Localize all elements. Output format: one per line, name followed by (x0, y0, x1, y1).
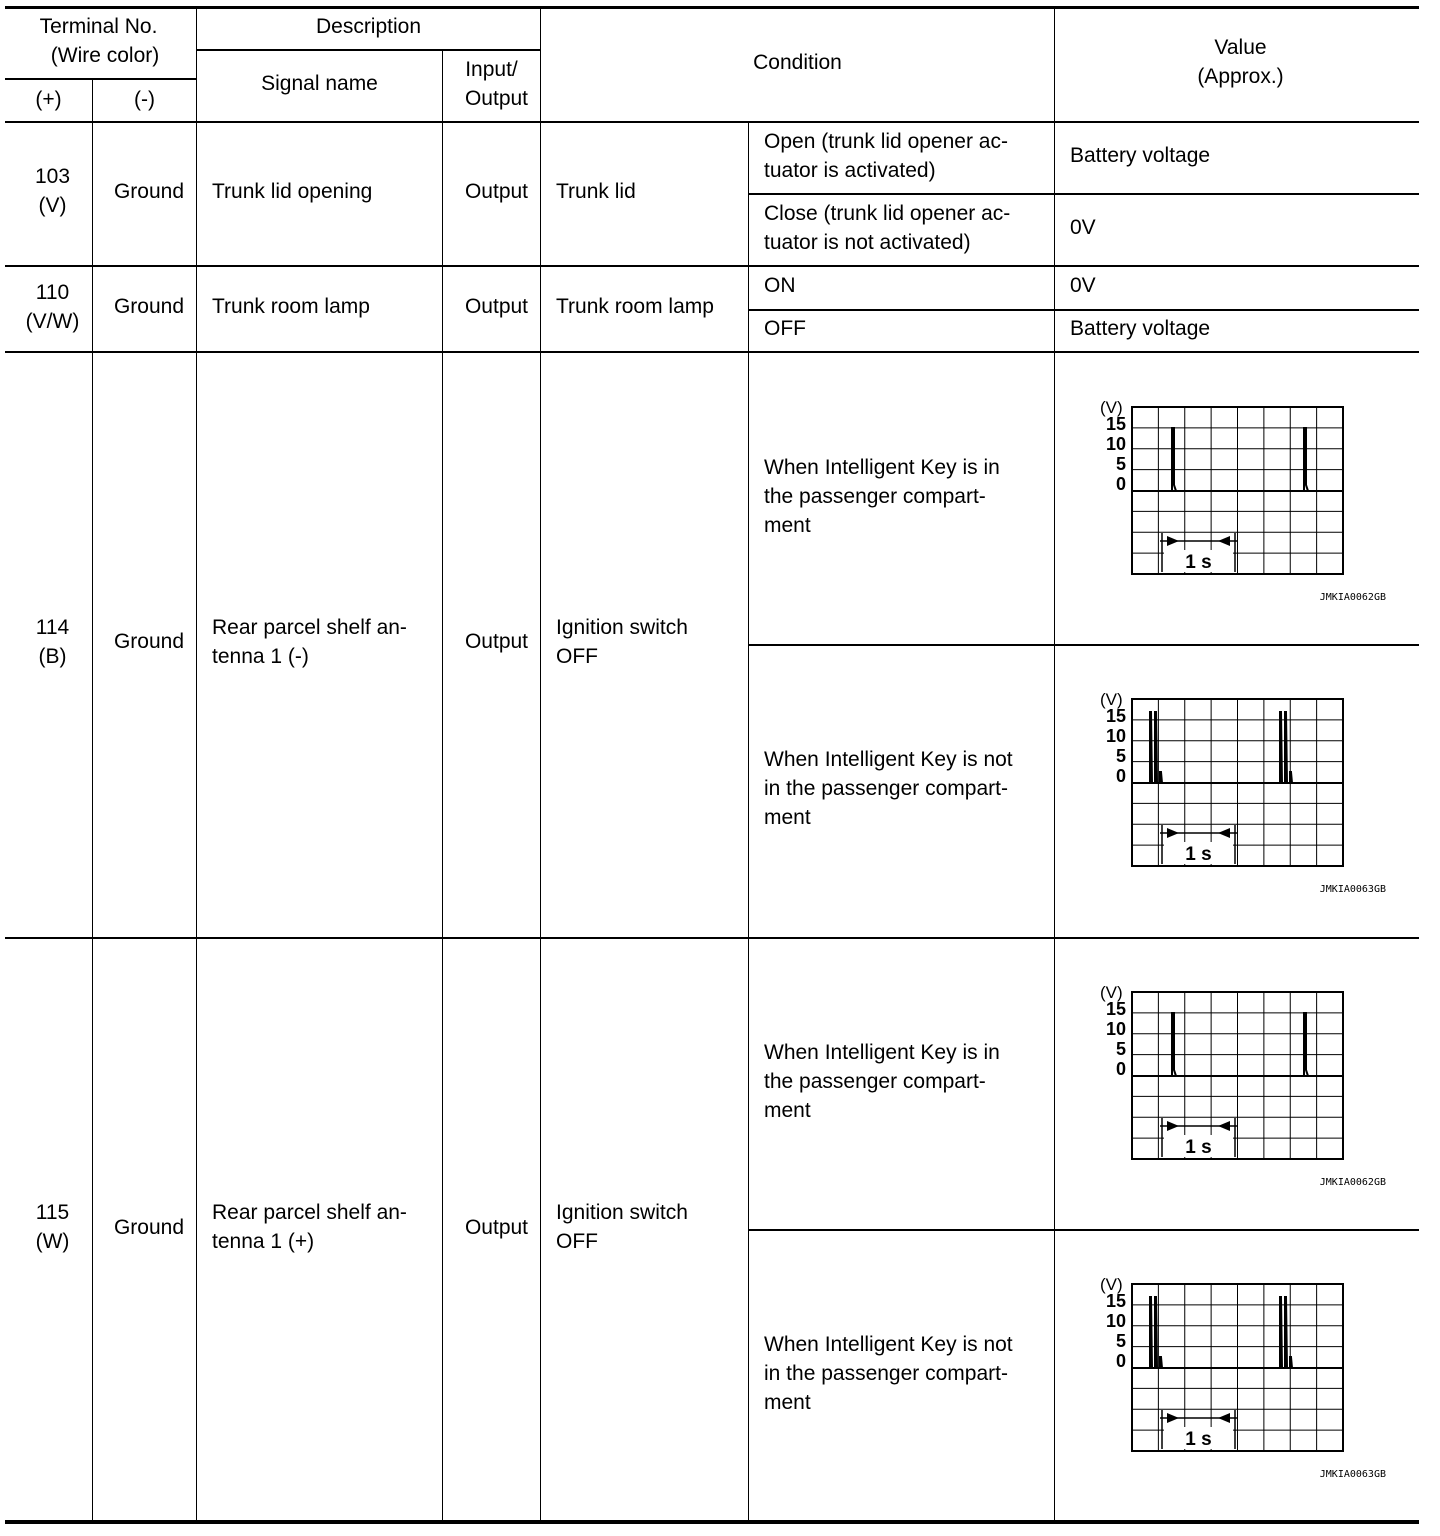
state-condition: the passenger compart- (764, 1070, 986, 1093)
header-value: (Approx.) (1197, 65, 1284, 88)
y-tick-label: 5 (1115, 454, 1126, 474)
input-output: Output (464, 180, 529, 203)
wire-color: (B) (38, 645, 67, 668)
signal-name: Rear parcel shelf an- (212, 616, 407, 639)
header-plus: (+) (35, 88, 62, 111)
y-tick-label: 0 (1115, 766, 1126, 786)
header-terminal-no: Terminal No. (39, 15, 158, 38)
axis-unit: (V) (1100, 398, 1123, 417)
condition: Ignition switch (556, 616, 688, 639)
signal-name: Trunk lid opening (212, 180, 373, 203)
oscilloscope-waveform (1090, 1271, 1390, 1481)
terminal-plus: 103 (34, 165, 71, 188)
state-condition: Open (trunk lid opener ac- (764, 130, 1008, 153)
y-tick-label: 5 (1115, 1039, 1126, 1059)
condition: OFF (556, 645, 598, 668)
header-input-output: Output (464, 87, 529, 110)
signal-name: Rear parcel shelf an- (212, 1201, 407, 1224)
oscilloscope-waveform (1090, 686, 1390, 896)
header-input-output: Input/ (465, 58, 518, 81)
signal-name: tenna 1 (+) (212, 1230, 315, 1253)
y-tick-label: 15 (1105, 999, 1126, 1019)
state-condition: in the passenger compart- (764, 777, 1008, 800)
axis-unit: (V) (1100, 1275, 1123, 1294)
terminal-plus: 110 (35, 281, 70, 304)
state-value: 0V (1070, 274, 1096, 297)
table-rule (540, 7, 541, 1522)
table-rule (748, 1229, 1419, 1231)
terminal-minus: Ground (113, 1216, 185, 1239)
state-condition: ment (764, 1391, 811, 1414)
wire-color: (V/W) (25, 310, 80, 333)
period-label: 1 s (1185, 1137, 1212, 1158)
header-value: Value (1214, 36, 1267, 59)
y-tick-label: 10 (1105, 1019, 1126, 1039)
table-rule (5, 6, 1419, 9)
axis-unit: (V) (1100, 690, 1123, 709)
wire-color: (V) (38, 194, 67, 217)
y-tick-label: 10 (1105, 726, 1126, 746)
table-rule (5, 265, 1419, 267)
y-tick-label: 0 (1115, 1059, 1126, 1079)
axis-unit: (V) (1100, 983, 1123, 1002)
state-condition: When Intelligent Key is in (764, 456, 1000, 479)
y-tick-label: 0 (1115, 474, 1126, 494)
figure-code: JMKIA0062GB (1319, 592, 1386, 603)
y-tick-label: 5 (1115, 746, 1126, 766)
figure-code: JMKIA0063GB (1319, 884, 1386, 895)
table-rule (748, 644, 1419, 646)
y-tick-label: 15 (1105, 706, 1126, 726)
table-rule (442, 50, 443, 1522)
state-condition: ment (764, 514, 811, 537)
header-signal-name: Signal name (261, 72, 378, 95)
y-tick-label: 10 (1105, 1311, 1126, 1331)
condition: Ignition switch (556, 1201, 688, 1224)
condition: Trunk room lamp (556, 295, 714, 318)
state-condition: tuator is activated) (764, 159, 936, 182)
y-tick-label: 15 (1105, 414, 1126, 434)
wire-color: (W) (35, 1230, 70, 1253)
period-label: 1 s (1185, 844, 1212, 865)
table-rule (5, 121, 1419, 123)
table-rule (1054, 7, 1055, 1522)
y-tick-label: 15 (1105, 1291, 1126, 1311)
terminal-plus: 115 (35, 1201, 70, 1224)
state-value: Battery voltage (1070, 144, 1211, 167)
waveform-triple-pulse (1090, 1271, 1390, 1481)
table-rule (5, 78, 196, 80)
state-value: 0V (1070, 216, 1096, 239)
state-condition: When Intelligent Key is not (764, 748, 1013, 771)
y-tick-label: 0 (1115, 1351, 1126, 1371)
y-tick-label: 5 (1115, 1331, 1126, 1351)
header-wire-color: (Wire color) (50, 44, 160, 67)
table-rule (197, 49, 541, 51)
oscilloscope-waveform (1090, 394, 1390, 604)
table-rule (748, 309, 1419, 311)
state-condition: Close (trunk lid opener ac- (764, 202, 1011, 225)
condition: Trunk lid (556, 180, 636, 203)
period-label: 1 s (1185, 552, 1212, 573)
state-condition: ment (764, 1099, 811, 1122)
state-condition: OFF (764, 317, 806, 340)
waveform-triple-pulse (1090, 686, 1390, 896)
table-rule (748, 193, 1419, 195)
input-output: Output (464, 1216, 529, 1239)
table-rule (748, 122, 749, 1522)
y-tick-label: 10 (1105, 434, 1126, 454)
header-description: Description (315, 15, 422, 38)
table-rule (5, 937, 1419, 939)
period-label: 1 s (1185, 1429, 1212, 1450)
terminal-minus: Ground (113, 295, 185, 318)
waveform-single-pulse (1090, 394, 1390, 604)
figure-code: JMKIA0062GB (1319, 1177, 1386, 1188)
state-condition: in the passenger compart- (764, 1362, 1008, 1385)
state-condition: the passenger compart- (764, 485, 986, 508)
signal-name: tenna 1 (-) (212, 645, 309, 668)
table-rule (196, 7, 197, 1522)
input-output: Output (464, 630, 529, 653)
header-minus: (-) (134, 88, 155, 111)
state-condition: ON (764, 274, 796, 297)
state-condition: ment (764, 806, 811, 829)
state-condition: When Intelligent Key is not (764, 1333, 1013, 1356)
table-rule (5, 1520, 1419, 1524)
input-output: Output (464, 295, 529, 318)
signal-name: Trunk room lamp (212, 295, 370, 318)
terminal-minus: Ground (113, 630, 185, 653)
state-value: Battery voltage (1070, 317, 1211, 340)
figure-code: JMKIA0063GB (1319, 1469, 1386, 1480)
table-rule (5, 351, 1419, 353)
oscilloscope-waveform (1090, 979, 1390, 1189)
condition: OFF (556, 1230, 598, 1253)
header-condition: Condition (753, 51, 842, 74)
state-condition: tuator is not activated) (764, 231, 971, 254)
terminal-minus: Ground (113, 180, 185, 203)
terminal-plus: 114 (35, 616, 70, 639)
state-condition: When Intelligent Key is in (764, 1041, 1000, 1064)
waveform-single-pulse (1090, 979, 1390, 1189)
